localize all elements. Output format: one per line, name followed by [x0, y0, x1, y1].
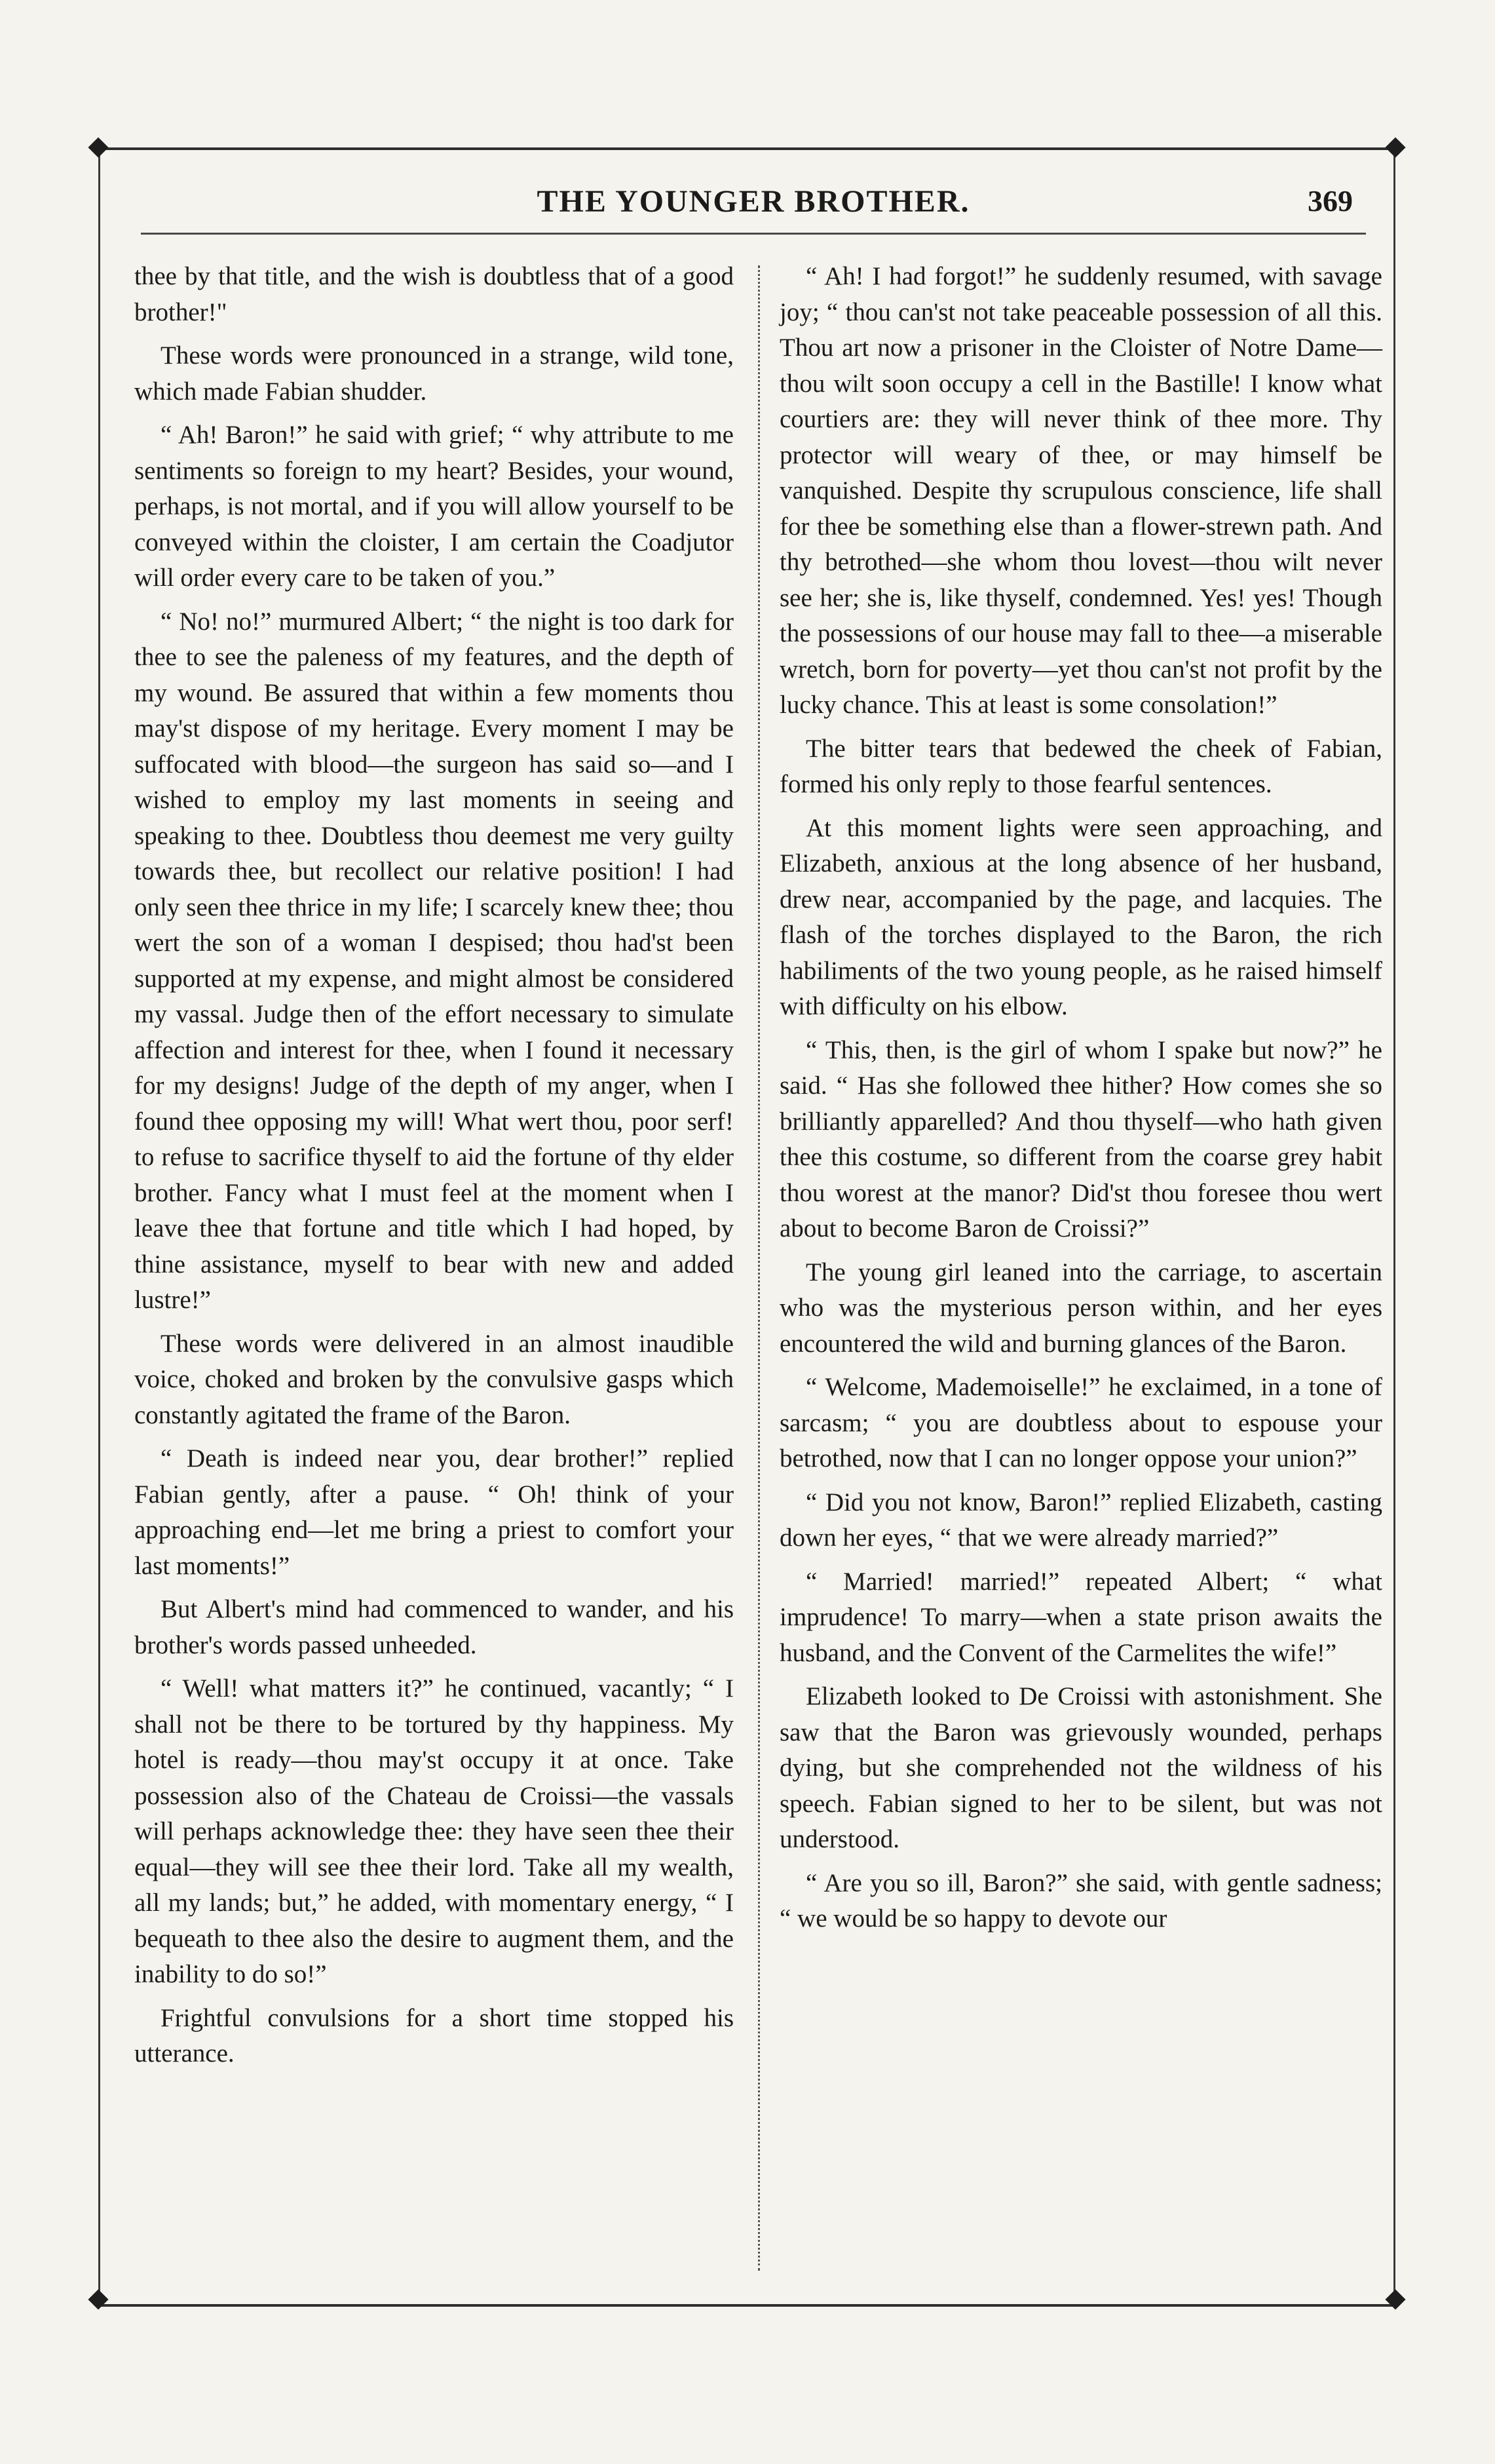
paragraph: Elizabeth looked to De Croissi with astonishment. She saw that the Baron was grievously wounded, perhaps dying, but she comprehended not the wildness of his speech. Fabian signed to her to be silent, but was not understood.	[780, 1682, 1382, 1853]
header-rule	[141, 233, 1366, 235]
column-divider	[758, 265, 760, 2271]
paragraph: At this moment lights were seen approaching, and Elizabeth, anxious at the long absence of her husband, drew near, accompanied by the page, and lacquies. The flash of the torches displayed to the Baron, the rich habiliments of the two young people, as he raised himself with difficulty on his elbow.	[780, 813, 1382, 1020]
paragraph: These words were delivered in an almost inaudible voice, choked and broken by the convulsive gasps which constantly agitated the frame of the Baron.	[134, 1329, 734, 1429]
paragraph: “ Ah! Baron!” he said with grief; “ why attribute to me sentiments so foreign to my heart? Besides, your wound, perhaps, is not mortal, and if you will allow yourself to be conveyed within the cloister, I am certain the Coadjutor will order every care to be taken of you.”	[134, 421, 734, 592]
running-title: THE YOUNGER BROTHER.	[537, 184, 970, 219]
paragraph: “ Welcome, Mademoiselle!” he exclaimed, in a tone of sarcasm; “ you are doubtless about to espouse your betrothed, now that I can no longer oppose your union?”	[780, 1373, 1382, 1473]
paragraph: “ Are you so ill, Baron?” she said, with gentle sadness; “ we would be so happy to devote our	[780, 1868, 1382, 1933]
running-header	[141, 177, 1366, 236]
paragraph: “ Well! what matters it?” he continued, vacantly; “ I shall not be there to be tortured by thy happiness. My hotel is ready—thou may'st occupy it at once. Take possession also of the Chateau de Croissi—the vassals will perhaps acknowledge thee: they have seen thee their equal—they will see thee their lord. Take all my wealth, all my lands; but,” he added, with momentary energy, “ I bequeath to thee also the desire to augment them, and the inability to do so!”	[134, 1674, 734, 1988]
paragraph: “ No! no!” murmured Albert; “ the night is too dark for thee to see the paleness of my features, and the depth of my wound. Be assured that within a few moments thou may'st dispose of my heritage. Every moment I may be suffocated with blood—the surgeon has said so—and I wished to employ my last moments in seeing and speaking to thee. Doubtless thou deemest me very guilty towards thee, but recollect our relative position! I had only seen thee thrice in my life; I scarcely knew thee; thou wert the son of a woman I despised; thou had'st been supported at my expense, and might almost be considered my vassal. Judge then of the effort necessary to simulate affection and interest for thee, when I found it necessary for my designs! Judge of the depth of my anger, when I found thee opposing my will! What wert thou, poor serf! to refuse to sacrifice thyself to aid the fortune of thy elder brother. Fancy what I must feel at the moment when I leave thee that fortune and title which I had hoped, by thine assistance, myself to bear with new and added lustre!”	[134, 607, 734, 1314]
paragraph: “ Ah! I had forgot!” he suddenly resumed, with savage joy; “ thou can'st not take peaceable possession of all this. Thou art now a prisoner in the Cloister of Notre Dame—thou wilt soon occupy a cell in the Bastille! I know what courtiers are: they will never think of thee more. Thy protector will weary of thee, or may himself be vanquished. Despite thy scrupulous conscience, life shall for thee be something else than a flower-strewn path. And thy betrothed—she whom thou lovest—thou wilt never see her; she is, like thyself, condemned. Yes! yes! Though the possessions of our house may fall to thee—a miserable wretch, born for poverty—yet thou can'st not profit by the lucky chance. This at least is some consolation!”	[780, 262, 1382, 719]
paragraph: “ Did you not know, Baron!” replied Elizabeth, casting down her eyes, “ that we were already married?”	[780, 1488, 1382, 1552]
right-column	[780, 259, 1382, 1945]
paragraph: “ Death is indeed near you, dear brother!” replied Fabian gently, after a pause. “ Oh! think of your approaching end—let me bring a priest to comfort your last moments!”	[134, 1444, 734, 1580]
paragraph: These words were pronounced in a strange, wild tone, which made Fabian shudder.	[134, 341, 734, 406]
left-column	[134, 259, 734, 2080]
page-number: 369	[1308, 184, 1353, 218]
paragraph: “ This, then, is the girl of whom I spake but now?” he said. “ Has she followed thee hither? How comes she so brilliantly apparelled? And thou thyself—who hath given thee this costume, so different from the coarse grey habit thou worest at the manor? Did'st thou foresee thou wert about to become Baron de Croissi?”	[780, 1035, 1382, 1242]
paragraph: Frightful convulsions for a short time stopped his utterance.	[134, 2003, 734, 2068]
paragraph: The young girl leaned into the carriage, to ascertain who was the mysterious person within, and her eyes encountered the wild and burning glances of the Baron.	[780, 1258, 1382, 1358]
paragraph: thee by that title, and the wish is doubtless that of a good brother!"	[134, 262, 734, 326]
paragraph: But Albert's mind had commenced to wander, and his brother's words passed unheeded.	[134, 1595, 734, 1659]
paragraph: “ Married! married!” repeated Albert; “ what imprudence! To marry—when a state prison awaits the husband, and the Convent of the Carmelites the wife!”	[780, 1567, 1382, 1667]
paragraph: The bitter tears that bedewed the cheek of Fabian, formed his only reply to those fearful sentences.	[780, 734, 1382, 798]
